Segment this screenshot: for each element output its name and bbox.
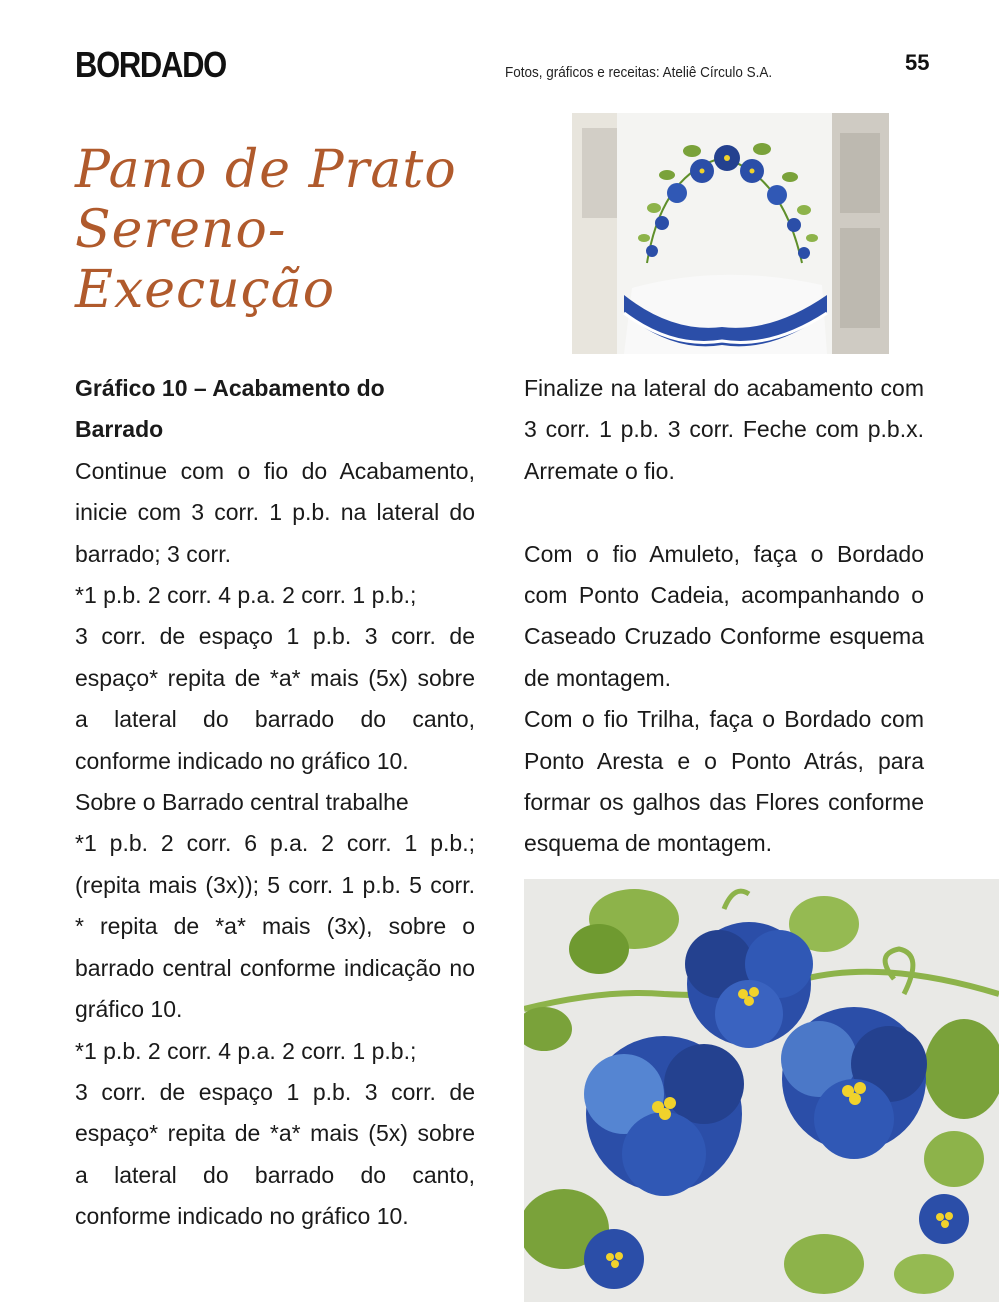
title-line-1: Pano de Prato (75, 140, 457, 200)
photo-credits: Fotos, gráficos e receitas: Ateliê Círculo S.A. (505, 64, 773, 81)
page-number: 55 (905, 50, 930, 75)
paragraph: Sobre o Barrado central trabalhe (75, 789, 409, 816)
paragraph: *1 p.b. 2 corr. 6 p.a. 2 corr. 1 p.b.; (repita mais (3x)); 5 corr. 1 p.b. 5 corr. * repita de *a* mais (3x), sobre o barrado central conforme indicação no gráfico 10. (75, 830, 475, 1023)
section-label: BORDADO (75, 44, 226, 85)
paragraph: Finalize na lateral do acabamento com 3 corr. 1 p.b. 3 corr. Feche com p.b.x. Arremate o fio. (524, 375, 924, 484)
paragraph: 3 corr. de espaço 1 p.b. 3 corr. de espaço* repita de *a* mais (5x) sobre a lateral do barrado do canto, conforme indicado no gráfico 10. (75, 623, 475, 774)
paragraph: 3 corr. de espaço 1 p.b. 3 corr. de espaço* repita de *a* mais (5x) sobre a lateral do barrado do canto, conforme indicado no gráfico 10. (75, 1078, 475, 1230)
paragraph: Com o fio Amuleto, faça o Bordado com Ponto Cadeia, acompanhando o Caseado Cruzado Conforme esquema de montagem. (524, 540, 924, 691)
paragraph: *1 p.b. 2 corr. 4 p.a. 2 corr. 1 p.b.; (75, 582, 417, 609)
paragraph: Com o fio Trilha, faça o Bordado com Ponto Aresta e o Ponto Atrás, para formar os galhos das Flores conforme esquema de montagem. (524, 706, 924, 857)
flowers-closeup-photo (524, 879, 999, 1302)
title-line-2: Sereno- Execução (75, 200, 336, 320)
paragraph: *1 p.b. 2 corr. 4 p.a. 2 corr. 1 p.b.; (75, 1037, 417, 1064)
chart-heading: Gráfico 10 – Acabamento do Barrado (75, 375, 385, 443)
left-column (75, 368, 475, 1238)
paragraph: Continue com o fio do Acabamento, inicie com 3 corr. 1 p.b. na lateral do barrado; 3 corr. (75, 457, 475, 567)
right-column (524, 368, 924, 865)
towel-photo (572, 113, 889, 354)
page-title (75, 140, 515, 320)
